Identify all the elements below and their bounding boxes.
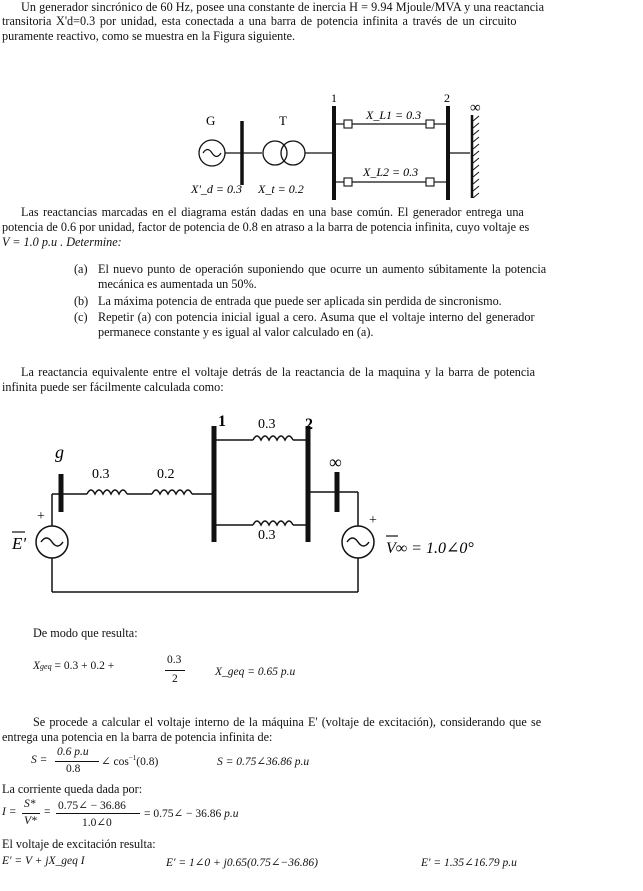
result-intro: De modo que resulta: <box>33 626 138 640</box>
g-label: g <box>55 442 64 462</box>
excitation-intro: El voltaje de excitación resulta: <box>2 837 156 851</box>
transformer-label: T <box>279 113 287 128</box>
gen-label: G <box>206 113 216 128</box>
s-value: S = 0.75∠36.86 p.u <box>217 756 310 768</box>
e-expression-1: E' = V + jX_geq I <box>2 855 85 867</box>
figure-2-equivalent-circuit <box>0 412 643 617</box>
figure-1-one-line-diagram <box>0 88 643 208</box>
equiv-line-2: infinita puede ser fácilmente calculada como: <box>2 380 224 394</box>
plus-right: + <box>369 513 377 528</box>
xt-label: X_t = 0.2 <box>258 182 304 196</box>
problem-line-2: potencia de 0.6 por unidad, factor de potencia de 0.8 en atraso a la barra de potencia infinita, cuyo voltaje es <box>2 220 530 234</box>
xl2-label: X_L2 = 0.3 <box>363 165 419 179</box>
x03-label: 0.3 <box>92 467 110 482</box>
question-c-label: (c) <box>74 310 88 324</box>
s-expression: S = 0.6 p.u 0.8 ∠ $\cos^{-1}(0.8)$ <box>31 746 159 775</box>
xd-label: X'_d = 0.3 <box>191 182 242 196</box>
top-x-label: 0.3 <box>258 417 276 432</box>
question-c-line-2: permanece constante y es igual al valor calculado en (a). <box>98 325 374 339</box>
equiv-line-1: La reactancia equivalente entre el voltaje detrás de la reactancia de la maquina y la barra de potencia <box>21 365 536 379</box>
bus2-label: 2 <box>305 416 313 433</box>
question-b-label: (b) <box>74 294 89 308</box>
v-label: V∞ = 1.0∠0° <box>386 540 474 557</box>
bus-2-label: 2 <box>444 91 450 105</box>
infinite-bus-label: ∞ <box>470 100 481 116</box>
intro-line-2: transitoria X'd=0.3 por unidad, esta conectada a una barra de potencia infinita a través de un circuito <box>2 14 517 28</box>
intro-line-1: Un generador sincrónico de 60 Hz, posee una constante de inercia H = 9.94 Mjoule/MVA y una reactancia <box>21 0 545 14</box>
plus-left: + <box>37 509 45 524</box>
question-a <box>74 262 640 292</box>
xeq-expression: Xgeq = 0.3 + 0.2 + 0.3 2 <box>33 660 203 694</box>
bot-x-label: 0.3 <box>258 528 276 543</box>
x02-label: 0.2 <box>157 467 175 482</box>
question-a-line-2: mecánica es aumentada un 50%. <box>98 277 257 291</box>
internal-voltage-line-1: Se procede a calcular el voltaje interno de la máquina E' (voltaje de excitación), considerando que se <box>33 715 542 729</box>
question-b-line-1: La máxima potencia de entrada que puede ser aplicada sin perdida de sincronismo. <box>98 294 502 308</box>
e-value: E' = 1.35∠16.79 p.u <box>421 857 517 869</box>
intro-line-3: puramente reactivo, como se muestra en la Figura siguiente. <box>2 29 296 43</box>
bus-1-label: 1 <box>331 91 337 105</box>
current-intro: La corriente queda dada por: <box>2 782 143 796</box>
xeq-value: X_geq = 0.65 p.u <box>215 666 296 678</box>
question-b <box>74 294 640 309</box>
e-expression-2: E' = 1∠0 + j0.65(0.75∠−36.86) <box>166 857 319 869</box>
e-label: E' <box>12 534 27 553</box>
problem-line-3: V = 1.0 p.u . Determine: <box>2 235 122 249</box>
internal-voltage-line-2: entrega una potencia en la barra de potencia infinita de: <box>2 730 273 744</box>
question-c <box>74 310 640 340</box>
i-expression: I = S* V* = 0.75∠ − 36.86 1.0∠0 = 0.75∠ − 36.86 p.u <box>2 798 239 829</box>
problem-line-1: Las reactancias marcadas en el diagrama están dadas en una base común. El generador entrega una <box>21 205 524 219</box>
question-a-line-1: El nuevo punto de operación suponiendo que ocurre un aumento súbitamente la potencia <box>98 262 547 276</box>
question-c-line-1: Repetir (a) con potencia inicial igual a cero. Asuma que el voltaje interno del generador <box>98 310 535 324</box>
inf-label: ∞ <box>329 452 342 472</box>
xl1-label: X_L1 = 0.3 <box>366 108 422 122</box>
question-a-label: (a) <box>74 262 88 276</box>
bus1-label: 1 <box>218 413 226 430</box>
